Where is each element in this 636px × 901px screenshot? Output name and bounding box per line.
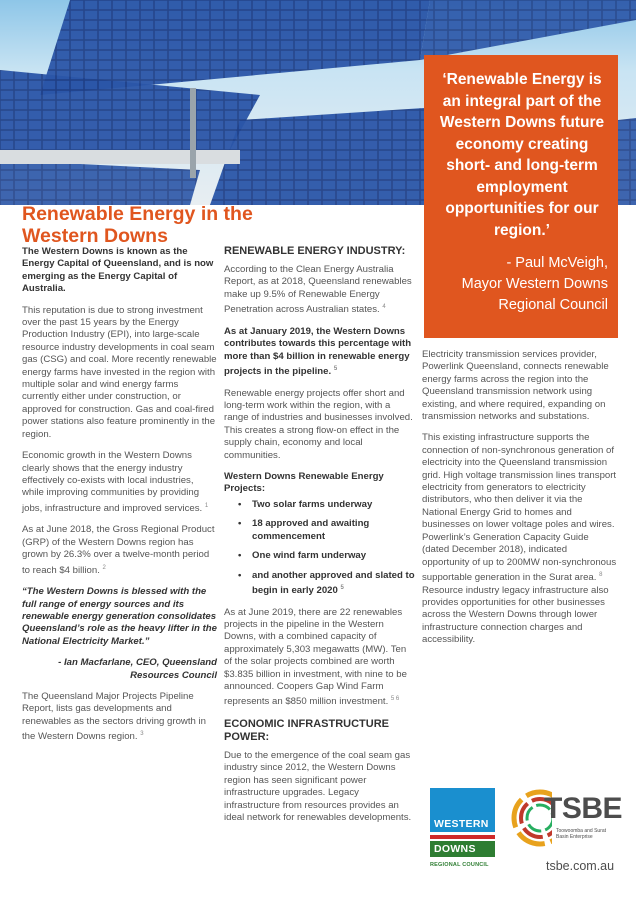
western-downs-logo-subtitle: REGIONAL COUNCIL (430, 862, 489, 868)
paragraph-pipeline-text: The Queensland Major Projects Pipeline Report, lists gas developments and renewables as the sectors driving growth in the Western Downs region. (22, 690, 206, 743)
page-title: Renewable Energy in the Western Downs (22, 203, 253, 247)
mayor-quote-author-name: - Paul McVeigh, (506, 255, 608, 271)
footnote-ref: 8 (599, 571, 603, 578)
intro-lead: The Western Downs is known as the Energy Capital of Queensland, and is now emerging as the Energy Capital of Australia. (22, 246, 214, 295)
footnote-ref: 4 (382, 304, 386, 311)
list-item: • 18 approved and awaiting commencement (238, 518, 416, 543)
tsbe-website: tsbe.com.au (546, 859, 615, 873)
list-item-text: and another approved and slated to begin in early 2020 (252, 569, 415, 597)
column-3 (422, 349, 617, 656)
macfarlane-attribution: - Ian Macfarlane, CEO, Queensland Resources Council (58, 657, 217, 681)
paragraph-june-2019-text: As at June 2019, there are 22 renewables projects in the pipeline in the Western Downs, with a combined capacity of approximately 5,303 megawatts (MW). Ten of the solar projects combined are worth $3.835 billion in investment, with nine to be announced. Coopers Gap Wind Farm represents an $850 million investment. (224, 606, 407, 708)
paragraph-infrastructure (422, 432, 617, 646)
heading-renewable-energy-industry: RENEWABLE ENERGY INDUSTRY: (224, 245, 406, 257)
footnote-ref: 5 6 (390, 696, 400, 703)
mayor-quote-text: ‘Renewable Energy is an integral part of the Western Downs future economy creating short- and long-term employment opportunities for our region.’ (439, 71, 605, 239)
paragraph-coal-seam-gas: Due to the emergence of the coal seam gas industry since 2012, the Western Downs region has seen significant power infrastructure upgrades. Legacy infrastructure from resources provides an ideal network for renewables developments. (224, 749, 412, 823)
paragraph-clean-energy-text: According to the Clean Energy Australia Report, as at 2018, Queensland renewables make up 9.5% of Renewable Energy Penetration across Australian states. (224, 264, 412, 316)
footnote-ref: 5 (333, 366, 338, 373)
western-downs-logo (430, 788, 495, 876)
footnote-ref: 5 (340, 584, 344, 591)
list-item (238, 570, 416, 598)
mayor-quote-box (424, 55, 618, 338)
paragraph-reputation: This reputation is due to strong investment over the past 15 years by the Energy Production Industry (EPI), into large-scale resource industry developments in coal seam gas (CSG) and coal. More recently renewable energy farms have invested in the region with multiple solar and wind energy farms currently either under construction, or approved for construction. Gas and coal-fired power stations also feature prominently in the region. (22, 304, 217, 440)
paragraph-infrastructure-tail: Resource industry legacy infrastructure also provides opportunities for other businesses across the Western Downs through lower infrastructure connection charges and accessibility. (422, 584, 609, 646)
projects-list-heading: Western Downs Renewable Energy Projects: (224, 471, 384, 495)
paragraph-economic-growth (22, 450, 217, 515)
column-2 (224, 245, 416, 833)
macfarlane-quote: “The Western Downs is blessed with the full range of energy sources and its renewable energy generation consolidates Queensland’s role as the heavy lifter in the National Electricity Market.” (22, 586, 217, 647)
paragraph-january-2019 (224, 326, 416, 379)
footnote-ref: 3 (140, 731, 144, 738)
western-downs-logo-word1: WESTERN (430, 816, 495, 832)
heading-economic-infrastructure: ECONOMIC INFRASTRUCTURE POWER: (224, 717, 389, 743)
list-item: • Two solar farms underway (238, 499, 416, 511)
paragraph-grp-text: As at June 2018, the Gross Regional Product (GRP) of the Western Downs region has grown by 26.3% over a twelve-month period to reach $4 billion. (22, 524, 215, 576)
footnote-ref: 2 (102, 564, 106, 571)
paragraph-economic-growth-text: Economic growth in the Western Downs clearly shows that the energy industry effectively co-exists with local industries, while improving communities by providing jobs, infrastructure and improved services. (22, 450, 203, 514)
paragraph-pipeline (22, 691, 217, 744)
western-downs-logo-stripe (430, 835, 495, 839)
projects-list (238, 499, 416, 598)
list-item: • One wind farm underway (238, 550, 416, 562)
paragraph-grp (22, 524, 217, 577)
tsbe-wordmark: TSBE (544, 792, 623, 825)
column-1 (22, 246, 217, 753)
tsbe-subtitle: Toowoomba and Surat Basin Enterprise (556, 828, 607, 840)
western-downs-logo-top (430, 788, 495, 816)
paragraph-projects-work: Renewable energy projects offer short and long-term work within the region, with a range of industries and businesses involved. This creates a strong flow-on effect in the supply chain, economy and local communities. (224, 387, 413, 461)
tsbe-logo (508, 784, 623, 856)
paragraph-january-2019-text: As at January 2019, the Western Downs contributes towards this percentage with more than $4 billion in renewable energy projects in the pipeline. (224, 325, 412, 378)
mayor-quote-author (436, 253, 608, 316)
western-downs-logo-word2: DOWNS (430, 841, 495, 857)
paragraph-infrastructure-text: This existing infrastructure supports the connection of non-synchronous generation of electricity into the Queensland transmission grid. High voltage transmission lines transport electricity from generators to electricity distributors, who then deliver it via the National Energy Grid to homes and businesses on lower voltage poles and wires. Powerlink’s Generation Capacity Guide (dated December 2018), indicated opportunity of up to 200MW non-synchronous supportable generation in the Surat area. (422, 432, 617, 584)
mayor-quote-author-title: Mayor Western Downs Regional Council (461, 276, 608, 313)
footnote-ref: 1 (204, 502, 209, 509)
paragraph-powerlink: Electricity transmission services provider, Powerlink Queensland, connects renewable energy farms across the region into the Queensland transmission network using existing, and where required, expanding on transmission networks and substations. (422, 349, 609, 423)
paragraph-june-2019 (224, 607, 416, 709)
paragraph-clean-energy (224, 264, 416, 317)
